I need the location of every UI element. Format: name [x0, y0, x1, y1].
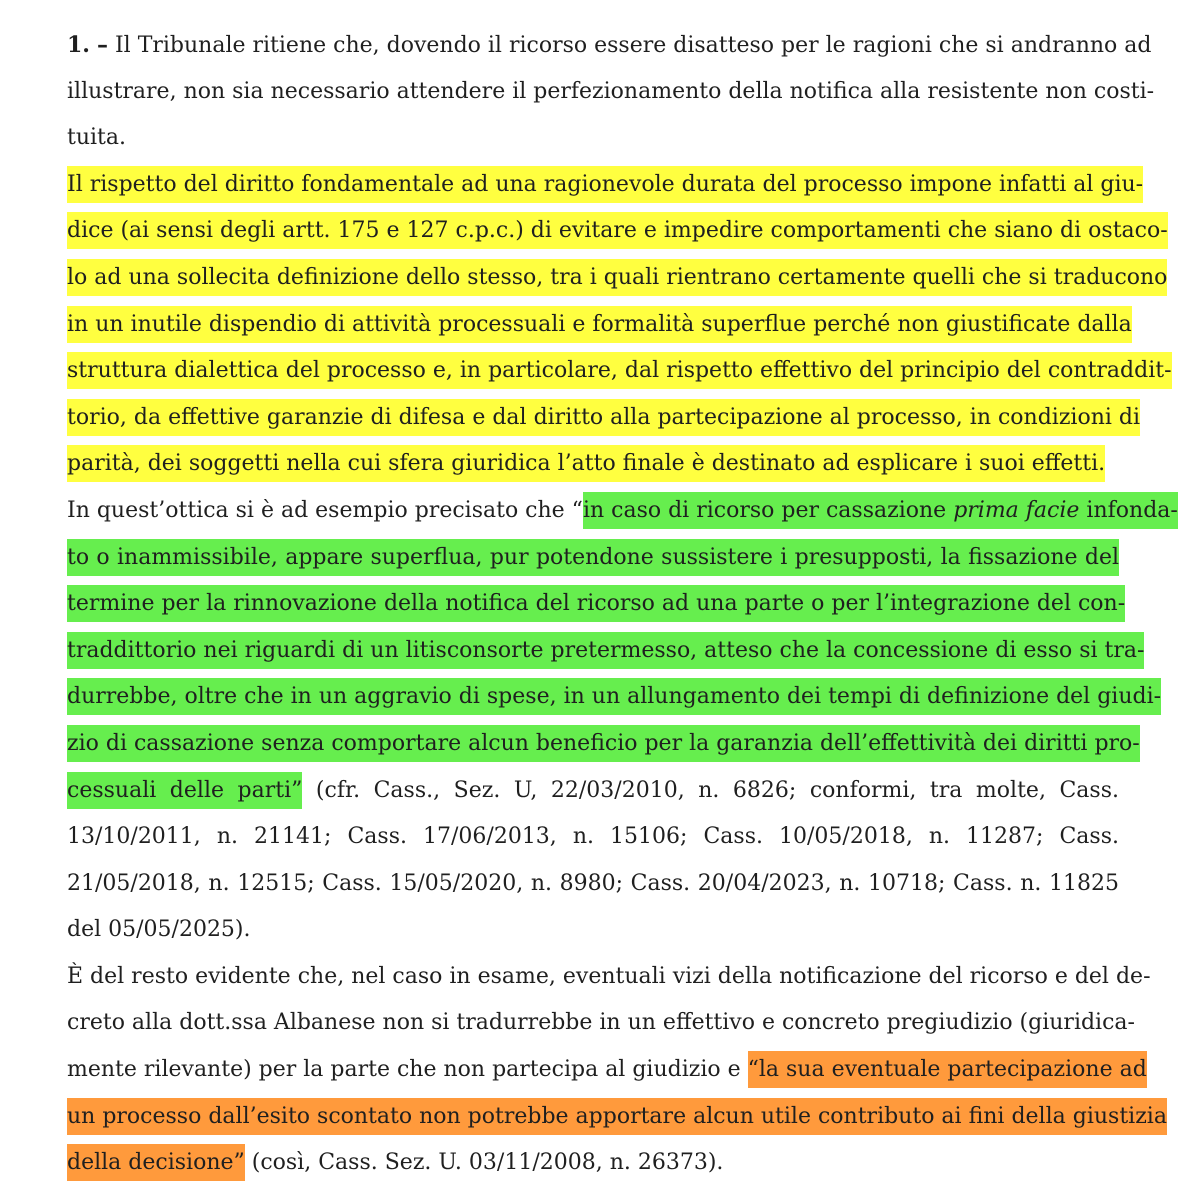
text-line: 21/05/2018, n. 12515; Cass. 15/05/2020, n. 8980; Cass. 20/04/2023, n. 10718; Cass. n. 11825 — [67, 870, 1119, 896]
italic-term: prima facie — [953, 497, 1080, 523]
line-text: In quest’ottica si è ad esempio precisato che “ — [67, 497, 583, 523]
line-text: mente rilevante) per la parte che non partecipa al giudizio e — [67, 1057, 748, 1083]
text-line — [67, 535, 1119, 582]
section-dash: – — [96, 32, 108, 58]
highlighted-text: struttura dialettica del processo e, in particolare, dal rispetto effettivo del principio del contraddit- — [67, 352, 1172, 389]
citation-text: (così, Cass. Sez. U. 03/11/2008, n. 26373). — [244, 1150, 724, 1176]
highlighted-text: Il rispetto del diritto fondamentale ad una ragionevole durata del processo impone infatti al giu- — [67, 166, 1143, 203]
text-line — [67, 721, 1140, 768]
text-line: È del resto evidente che, nel caso in esame, eventuali vizi della notificazione del ricorso e del de- — [67, 963, 1151, 989]
text-line: del 05/05/2025). — [67, 917, 251, 943]
text-line: 13/10/2011, n. 21141; Cass. 17/06/2013, n. 15106; Cass. 10/05/2018, n. 11287; Cass. — [67, 824, 1119, 850]
paragraph-4 — [67, 954, 1167, 1187]
highlighted-quote: durrebbe, oltre che in un aggravio di spese, in un allungamento dei tempi di definizione del giudi- — [67, 678, 1161, 715]
text-line — [67, 348, 1172, 395]
text-line — [67, 162, 1144, 209]
text-line — [67, 395, 1141, 442]
text-line — [67, 674, 1162, 721]
text-line — [67, 1047, 1147, 1094]
paragraph-1 — [67, 22, 1155, 162]
text-line: creto alla dott.ssa Albanese non si tradurrebbe in un effettivo e concreto pregiudizio (giuridica- — [67, 1010, 1135, 1036]
highlighted-text: dice (ai sensi degli artt. 175 e 127 c.p.c.) di evitare e impedire comportamenti che siano di ostaco- — [67, 212, 1168, 249]
highlighted-quote: “la sua eventuale partecipazione ad — [748, 1051, 1147, 1088]
highlighted-quote: traddittorio nei riguardi di un litisconsorte pretermesso, atteso che la concessione di esso si tra- — [67, 632, 1144, 669]
highlighted-quote: termine per la rinnovazione della notifica del ricorso ad una parte o per l’integrazione del con- — [67, 585, 1125, 622]
quote-text: infonda- — [1079, 497, 1178, 523]
text-line — [67, 1140, 1119, 1187]
text-line — [67, 628, 1145, 675]
text-line — [67, 302, 1132, 349]
citation-text: (cfr. Cass., Sez. U, 22/03/2010, n. 6826; conformi, tra molte, Cass. — [302, 777, 1119, 803]
section-number: 1. — [67, 32, 90, 58]
highlighted-text: in un inutile dispendio di attività processuali e formalità superflue perché non giustificate dalla — [67, 306, 1132, 343]
text-line — [67, 255, 1168, 302]
highlighted-quote: zio di cassazione senza comportare alcun beneficio per la garanzia dell’effettività dei diritti pro- — [67, 725, 1140, 762]
highlighted-quote: to o inammissibile, appare superflua, pur potendone sussistere i presupposti, la fissazione del — [67, 539, 1119, 576]
highlighted-text: torio, da effettive garanzie di difesa e dal diritto alla partecipazione al processo, in condizioni di — [67, 399, 1140, 436]
text-line — [67, 488, 1178, 535]
text-line: illustrare, non sia necessario attendere il perfezionamento della notifica alla resistente non costi- — [67, 78, 1155, 104]
highlighted-text: parità, dei soggetti nella cui sfera giuridica l’atto finale è destinato ad esplicare i suoi effetti. — [67, 445, 1105, 482]
highlighted-quote: cessuali delle parti” — [67, 772, 302, 809]
text-line — [67, 768, 1119, 815]
text-line — [67, 22, 1152, 69]
text-line — [67, 581, 1126, 628]
document-body — [67, 22, 1178, 1187]
highlighted-text: lo ad una sollecita definizione dello stesso, tra i quali rientrano certamente quelli che si traducono — [67, 259, 1167, 296]
text-line: tuita. — [67, 125, 126, 151]
quote-text: in caso di ricorso per cassazione — [582, 497, 954, 523]
paragraph-3 — [67, 488, 1178, 954]
highlighted-quote — [583, 492, 1178, 529]
line-text: Il Tribunale ritiene che, dovendo il ricorso essere disatteso per le ragioni che si andranno ad — [114, 33, 1152, 58]
paragraph-2 — [67, 162, 1172, 488]
highlighted-quote: un processo dall’esito scontato non potrebbe apportare alcun utile contributo ai fini della giustizia — [67, 1098, 1167, 1135]
text-line — [67, 441, 1119, 488]
text-line — [67, 1094, 1167, 1141]
highlighted-quote: della decisione” — [67, 1144, 245, 1181]
text-line — [67, 208, 1168, 255]
